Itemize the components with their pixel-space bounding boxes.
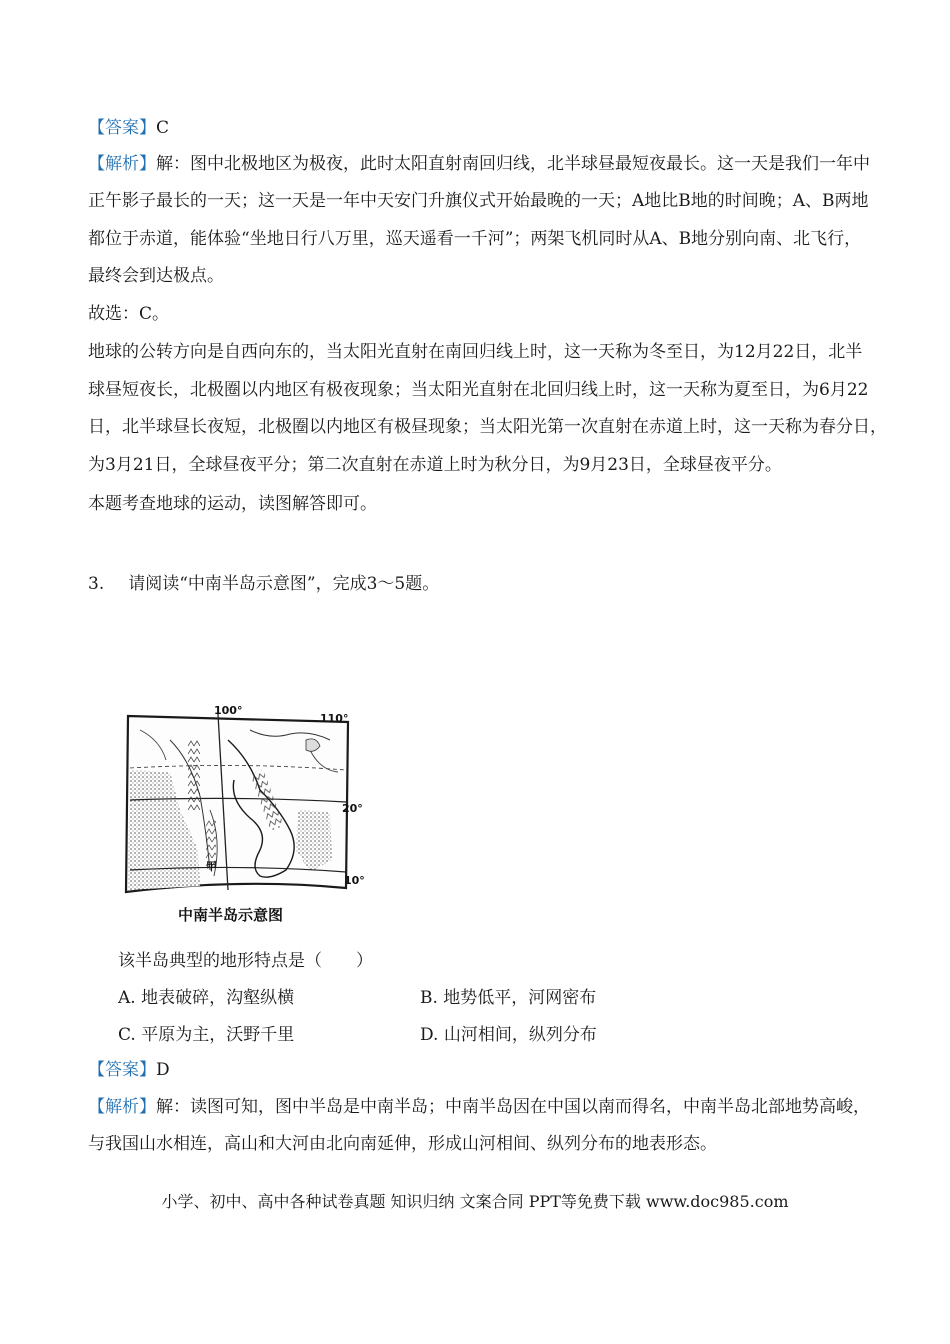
extra-line-4: 为3月21日，全球昼夜平分；第二次直射在赤道上时为秋分日，为9月23日，全球昼夜平分。 bbox=[88, 455, 782, 475]
lat-label-10: 10° bbox=[344, 874, 365, 887]
analysis-line-q2-2: 正午影子最长的一天；这一天是一年中天安门升旗仪式开始最晚的一天；A地比B地的时间晚；A、B两地 bbox=[88, 191, 869, 211]
extra-line-5: 本题考查地球的运动，读图解答即可。 bbox=[88, 494, 377, 514]
answer-line-q2 bbox=[88, 116, 169, 140]
sub-question: 该半岛典型的地形特点是（ ） bbox=[118, 951, 373, 971]
lon-label-100: 100° bbox=[214, 704, 243, 717]
choice-line-q2: 故选：C。 bbox=[88, 304, 170, 324]
option-a[interactable]: A. 地表破碎，沟壑纵横 bbox=[118, 988, 295, 1008]
option-d[interactable]: D. 山河相间，纵列分布 bbox=[420, 1025, 597, 1045]
extra-line-1: 地球的公转方向是自西向东的，当太阳光直射在南回归线上时，这一天称为冬至日，为12月22日，北半 bbox=[88, 342, 863, 362]
lon-label-110: 110° bbox=[320, 712, 349, 725]
analysis-text: 解：读图可知，图中半岛是中南半岛；中南半岛因在中国以南而得名，中南半岛北部地势高峻， bbox=[156, 1097, 870, 1117]
map-caption: 中南半岛示意图 bbox=[178, 906, 284, 924]
indochina-map-figure bbox=[110, 700, 370, 932]
answer-tag: 【答案】 bbox=[88, 1060, 156, 1080]
analysis-tag: 【解析】 bbox=[88, 1097, 156, 1117]
answer-tag: 【答案】 bbox=[88, 118, 156, 138]
place-label-jia: 甲 bbox=[206, 860, 217, 873]
analysis-line-q2-4: 最终会到达极点。 bbox=[88, 266, 224, 286]
footer-note: 小学、初中、高中各种试卷真题 知识归纳 文案合同 PPT等免费下载 www.doc985.com bbox=[161, 1192, 789, 1211]
analysis-line-q2-3: 都位于赤道，能体验“坐地日行八万里，巡天遥看一千河”；两架飞机同时从A、B地分别向南、北飞行， bbox=[88, 229, 862, 249]
analysis-tag: 【解析】 bbox=[88, 154, 156, 174]
answer-line-q3 bbox=[88, 1058, 170, 1082]
analysis-line-q3-1 bbox=[88, 1095, 870, 1119]
lat-label-20: 20° bbox=[342, 802, 363, 815]
answer-value: C bbox=[156, 118, 170, 138]
question-prompt-text: 请阅读“中南半岛示意图”，完成3～5题。 bbox=[128, 574, 440, 594]
analysis-line-q3-2: 与我国山水相连，高山和大河由北向南延伸，形成山河相间、纵列分布的地表形态。 bbox=[88, 1134, 717, 1154]
option-b[interactable]: B. 地势低平，河网密布 bbox=[420, 988, 597, 1008]
option-c[interactable]: C. 平原为主，沃野千里 bbox=[118, 1025, 295, 1045]
analysis-text: 解：图中北极地区为极夜，此时太阳直射南回归线，北半球昼最短夜最长。这一天是我们一年中 bbox=[156, 154, 870, 174]
extra-line-3: 日，北半球昼长夜短，北极圈以内地区有极昼现象；当太阳光第一次直射在赤道上时，这一天称为春分日， bbox=[88, 417, 887, 437]
answer-value: D bbox=[156, 1060, 170, 1080]
analysis-line-q2-1 bbox=[88, 152, 870, 176]
extra-line-2: 球昼短夜长，北极圈以内地区有极夜现象；当太阳光直射在北回归线上时，这一天称为夏至日，为6月22 bbox=[88, 380, 869, 400]
question-3-prompt bbox=[88, 572, 439, 596]
question-number: 3. bbox=[88, 574, 105, 594]
